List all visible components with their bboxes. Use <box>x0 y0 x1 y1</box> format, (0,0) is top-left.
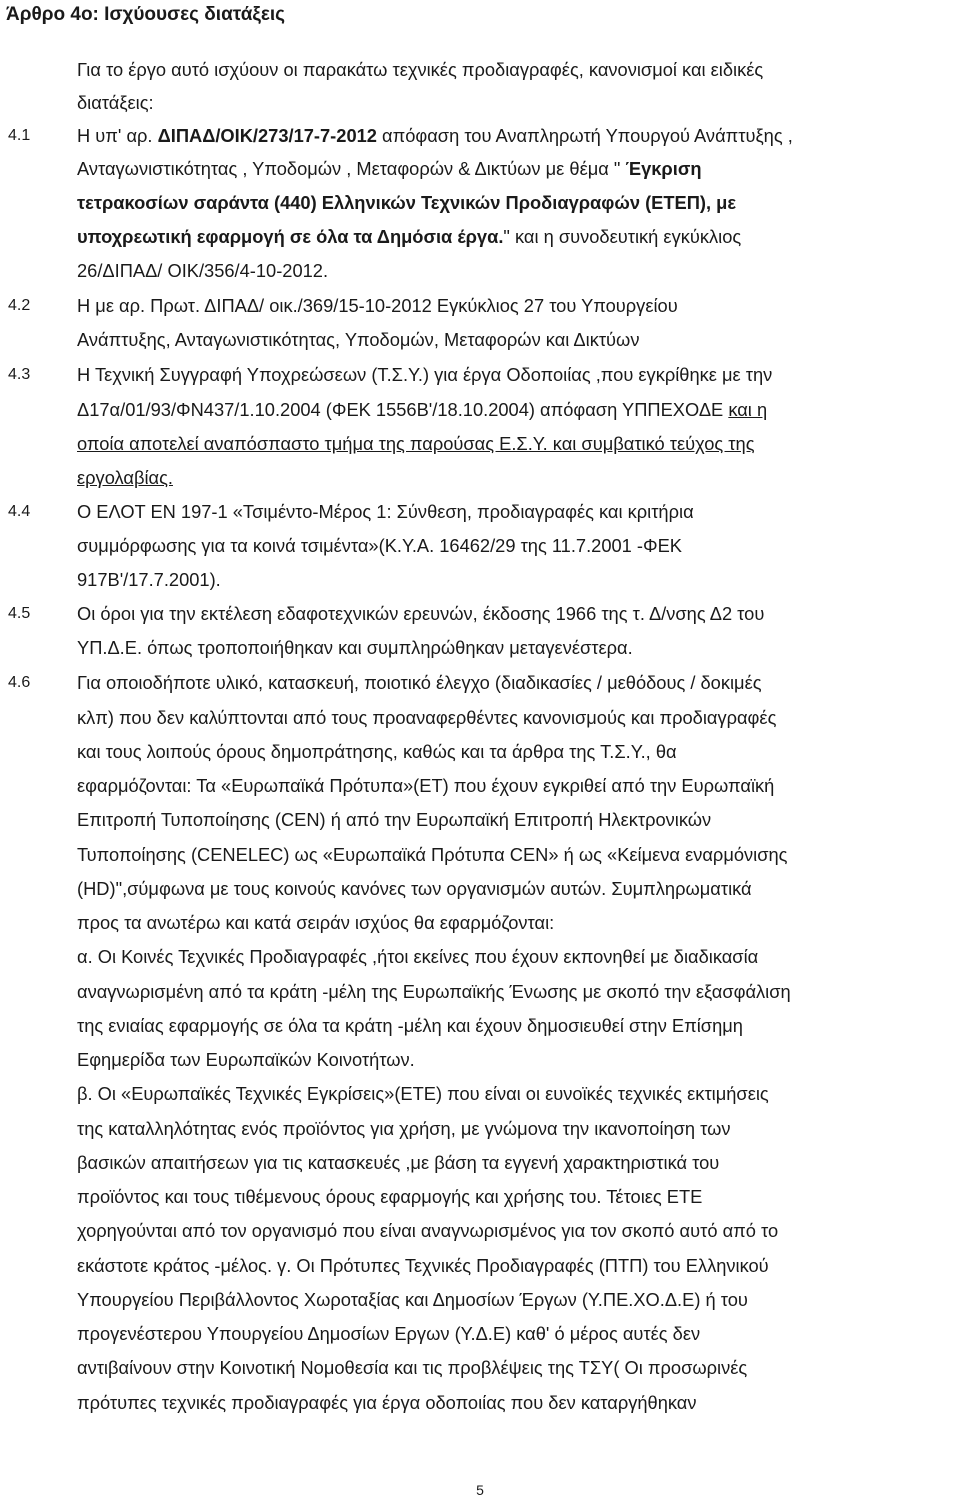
section-4-6-line: (HD)",σύμφωνα με τους κοινούς κανόνες των οργανισμών αυτών. Συμπληρωματικά <box>77 878 752 899</box>
section-4-6-line: κλπ) που δεν καλύπτονται από τους προαναφερθέντες κανονισμούς και προδιαγραφές <box>77 707 777 728</box>
section-4-6-line: χορηγούνται από τον οργανισμό που είναι αναγνωρισμένος για τον σκοπό αυτό από το <box>77 1220 779 1241</box>
section-4-6-line: αναγνωρισμένη από τα κράτη -μέλη της Ευρωπαϊκής Ένωσης με σκοπό την εξασφάλιση <box>77 981 791 1002</box>
section-4-5-line-2: ΥΠ.Δ.Ε. όπως τροποποιήθηκαν και συμπληρώθηκαν μεταγενέστερα. <box>77 637 633 658</box>
page-number: 5 <box>476 1482 484 1498</box>
section-4-2-line-1: Η με αρ. Πρωτ. ΔΙΠΑΔ/ οικ./369/15-10-2012 Εγκύκλιος 27 του Υπουργείου <box>77 295 678 316</box>
section-4-6-line: προς τα ανωτέρω και κατά σειράν ισχύος θα εφαρμόζονται: <box>77 912 555 933</box>
section-4-6-line: α. Οι Κοινές Τεχνικές Προδιαγραφές ,ήτοι εκείνες που έχουν εκπονηθεί με διαδικασία <box>77 946 759 967</box>
section-4-4-line-3: 917Β'/17.7.2001). <box>77 569 221 590</box>
section-4-1-line-1: Η υπ' αρ. ΔΙΠΑΔ/ΟΙΚ/273/17-7-2012 απόφαση του Αναπληρωτή Υπουργού Ανάπτυξης , <box>77 125 793 146</box>
section-4-6-line: Εφημερίδα των Ευρωπαϊκών Κοινοτήτων. <box>77 1049 415 1070</box>
section-4-6-line: Για οποιοδήποτε υλικό, κατασκευή, ποιοτικό έλεγχο (διαδικασίες / μεθόδους / δοκιμές <box>77 672 762 693</box>
article-title: Άρθρο 4ο: Ισχύουσες διατάξεις <box>6 4 286 25</box>
intro-line-1: Για το έργο αυτό ισχύουν οι παρακάτω τεχνικές προδιαγραφές, κανονισμοί και ειδικές <box>77 59 764 80</box>
section-4-1-line-2: Ανταγωνιστικότητας , Υποδομών , Μεταφορών & Δικτύων με θέμα " Έγκριση <box>77 158 702 179</box>
section-4-3-line-1: Η Τεχνική Συγγραφή Υποχρεώσεων (Τ.Σ.Υ.) για έργα Οδοποιίας ,που εγκρίθηκε με την <box>77 364 773 385</box>
section-4-6-line: β. Οι «Ευρωπαϊκές Τεχνικές Εγκρίσεις»(ΕΤΕ) που είναι οι ευνοϊκές τεχνικές εκτιμήσεις <box>77 1083 769 1104</box>
section-4-2-line-2: Ανάπτυξης, Ανταγωνιστικότητας, Υποδομών, Μεταφορών και Δικτύων <box>77 329 640 350</box>
section-4-6-line: της καταλληλότητας ενός προϊόντος για χρήση, με γνώμονα την ικανοποίηση των <box>77 1118 731 1139</box>
section-number-4-3: 4.3 <box>8 366 31 383</box>
section-4-5-line-1: Οι όροι για την εκτέλεση εδαφοτεχνικών ερευνών, έκδοσης 1966 της τ. Δ/νσης Δ2 του <box>77 603 765 624</box>
section-number-4-6: 4.6 <box>8 674 31 691</box>
section-4-6-line: Τυποποίησης (CENELEC) ως «Ευρωπαϊκά Πρότυπα CEN» ή ως «Κείμενα εναρμόνισης <box>77 844 788 865</box>
section-4-3-line-4: εργολαβίας. <box>77 467 173 488</box>
section-number-4-1: 4.1 <box>8 127 31 144</box>
section-4-6-line: και τους λοιπούς όρους δημοπράτησης, καθώς και τα άρθρα της Τ.Σ.Υ., θα <box>77 741 677 762</box>
section-4-4-line-2: συμμόρφωσης για τα κοινά τσιμέντα»(Κ.Υ.Α. 16462/29 της 11.7.2001 -ΦΕΚ <box>77 535 682 556</box>
section-4-1-line-4: υποχρεωτική εφαρμογή σε όλα τα Δημόσια έργα." και η συνοδευτική εγκύκλιος <box>77 226 742 247</box>
section-4-4-line-1: Ο ΕΛΟΤ ΕΝ 197-1 «Τσιμέντο-Μέρος 1: Σύνθεση, προδιαγραφές και κριτήρια <box>77 501 694 522</box>
section-4-6-line: προγενέστερου Υπουργείου Δημοσίων Εργων (Υ.Δ.Ε) καθ' ό μέρος αυτές δεν <box>77 1323 701 1344</box>
section-4-6-line: της ενιαίας εφαρμογής σε όλα τα κράτη -μέλη και έχουν δημοσιευθεί στην Επίσημη <box>77 1015 743 1036</box>
section-4-6-line: πρότυπες τεχνικές προδιαγραφές για έργα οδοποιίας που δεν καταργήθηκαν <box>77 1392 697 1413</box>
section-4-6-line: εφαρμόζονται: Τα «Ευρωπαϊκά Πρότυπα»(ΕΤ) που έχουν εγκριθεί από την Ευρωπαϊκή <box>77 775 775 796</box>
section-4-6-line: Επιτροπή Τυποποίησης (CEN) ή από την Ευρωπαϊκή Επιτροπή Ηλεκτρονικών <box>77 809 712 830</box>
section-number-4-5: 4.5 <box>8 605 31 622</box>
section-4-1-line-3: τετρακοσίων σαράντα (440) Ελληνικών Τεχνικών Προδιαγραφών (ΕΤΕΠ), με <box>77 192 737 213</box>
section-4-6-line: προϊόντος και τους τιθέμενους όρους εφαρμογής και χρήσης του. Τέτοιες ΕΤΕ <box>77 1186 703 1207</box>
section-4-6-line: εκάστοτε κράτος -μέλος. γ. Οι Πρότυπες Τεχνικές Προδιαγραφές (ΠΤΠ) του Ελληνικού <box>77 1255 769 1276</box>
intro-line-2: διατάξεις: <box>77 92 154 113</box>
section-4-3-line-2: Δ17α/01/93/ΦΝ437/1.10.2004 (ΦΕΚ 1556Β'/18.10.2004) απόφαση ΥΠΠΕΧΟΔΕ και η <box>77 399 768 420</box>
section-number-4-4: 4.4 <box>8 503 31 520</box>
section-4-6-line: βασικών απαιτήσεων για τις κατασκευές ,με βάση τα εγγενή χαρακτηριστικά του <box>77 1152 720 1173</box>
section-4-3-line-3: οποία αποτελεί αναπόσπαστο τμήμα της παρούσας Ε.Σ.Υ. και συμβατικό τεύχος της <box>77 433 755 454</box>
section-4-6-line: Υπουργείου Περιβάλλοντος Χωροταξίας και Δημοσίων Έργων (Υ.ΠΕ.ΧΟ.Δ.Ε) ή του <box>77 1289 748 1310</box>
section-4-1-line-5: 26/ΔΙΠΑΔ/ ΟΙΚ/356/4-10-2012. <box>77 260 329 281</box>
section-4-6-line: αντιβαίνουν στην Κοινοτική Νομοθεσία και τις προβλέψεις της ΤΣΥ( Οι προσωρινές <box>77 1357 748 1378</box>
section-number-4-2: 4.2 <box>8 297 31 314</box>
